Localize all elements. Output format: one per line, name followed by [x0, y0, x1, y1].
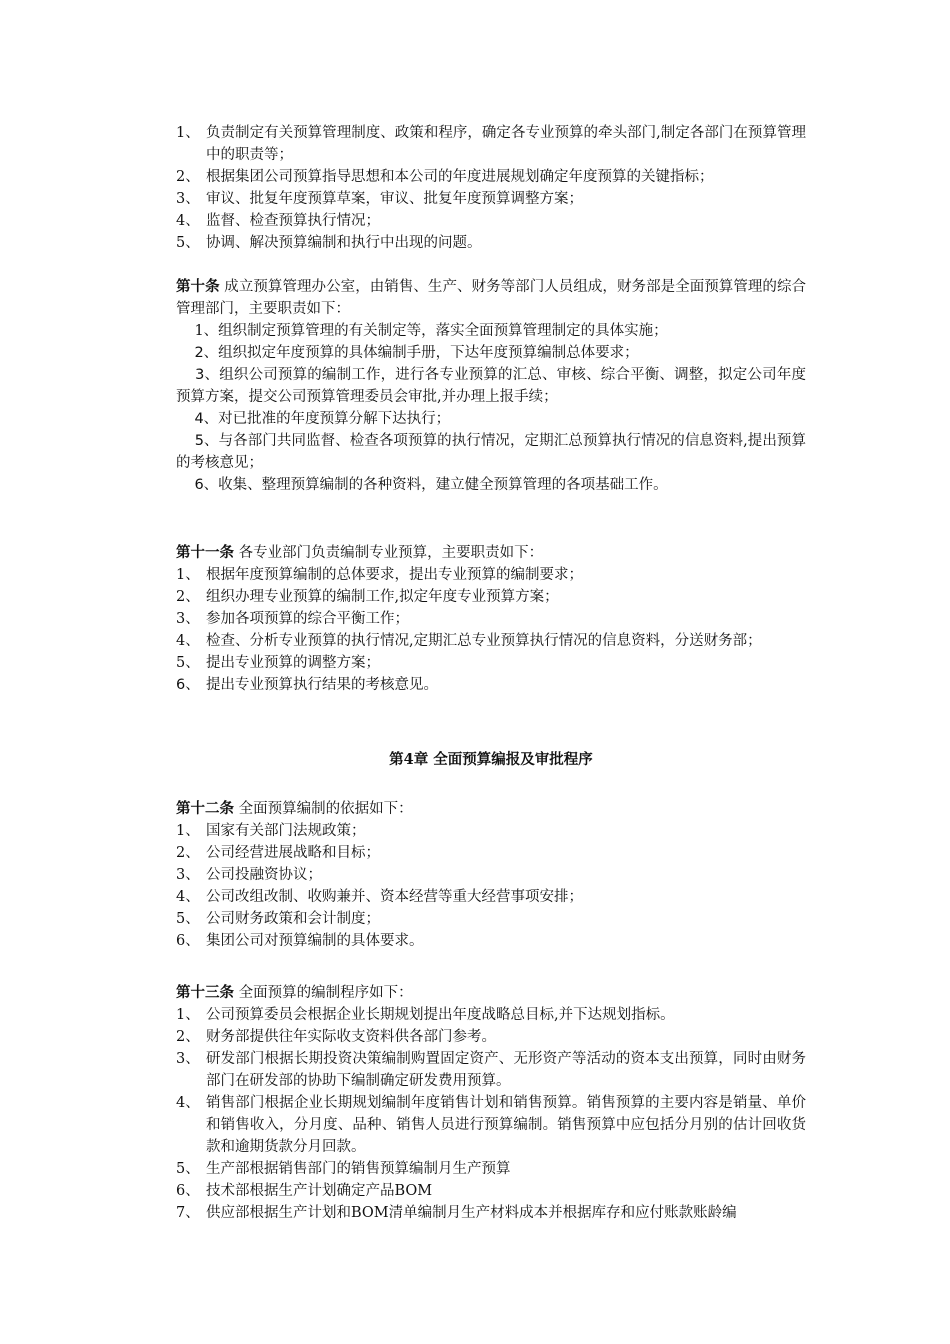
list-item: 6、 集团公司对预算编制的具体要求。 [176, 933, 424, 949]
list-item: 5、 协调、解决预算编制和执行中出现的问题。 [176, 235, 482, 251]
list-item: 3、 公司投融资协议； [176, 867, 322, 883]
list-item: 1、 根据年度预算编制的总体要求，提出专业预算的编制要求； [176, 567, 583, 583]
list-item: 1、 公司预算委员会根据企业长期规划提出年度战略总目标,并下达规划指标。 [176, 1007, 675, 1023]
list-item: 3、组织公司预算的编制工作，进行各专业预算的汇总、审核、综合平衡、调整，拟定公司年度预算方案，提交公司预算管理委员会审批,并办理上报手续； [176, 367, 806, 405]
list-item: 5、 生产部根据销售部门的销售预算编制月生产预算 [176, 1161, 511, 1177]
article-13-intro: 第十三条 全面预算的编制程序如下： [176, 984, 413, 1001]
article-13 [176, 982, 806, 1224]
list-item: 5、与各部门共同监督、检查各项预算的执行情况，定期汇总预算执行情况的信息资料,提出预算的考核意见； [176, 433, 806, 471]
committee-duties-list [176, 122, 806, 254]
list-item: 5、 提出专业预算的调整方案； [176, 655, 380, 671]
list-item: 4、 检查、分析专业预算的执行情况,定期汇总专业预算执行情况的信息资料，分送财务部； [176, 633, 762, 649]
article-12-intro: 第十二条 全面预算编制的依据如下： [176, 800, 413, 817]
list-item: 3、 参加各项预算的综合平衡工作； [176, 611, 409, 627]
list-item: 6、收集、整理预算编制的各种资料，建立健全预算管理的各项基础工作。 [194, 477, 668, 493]
list-item: 4、 公司改组改制、收购兼并、资本经营等重大经营事项安排； [176, 889, 583, 905]
list-item: 3、 审议、批复年度预算草案，审议、批复年度预算调整方案； [176, 191, 583, 207]
list-item: 1、 国家有关部门法规政策； [176, 823, 366, 839]
list-item: 7、 供应部根据生产计划和BOM清单编制月生产材料成本并根据库存和应付账款账龄编 [176, 1205, 737, 1221]
list-item: 6、 提出专业预算执行结果的考核意见。 [176, 677, 438, 693]
list-item: 2、组织拟定年度预算的具体编制手册，下达年度预算编制总体要求； [194, 345, 639, 361]
article-12 [176, 798, 806, 952]
list-item: 3、 研发部门根据长期投资决策编制购置固定资产、无形资产等活动的资本支出预算，同时由财务部门在研发部的协助下编制确定研发费用预算。 [176, 1051, 806, 1089]
list-item: 2、 财务部提供往年实际收支资料供各部门参考。 [176, 1029, 496, 1045]
list-item: 4、 监督、检查预算执行情况； [176, 213, 380, 229]
list-item: 1、组织制定预算管理的有关制定等，落实全面预算管理制定的具体实施； [194, 323, 668, 339]
article-10-intro: 第十条 成立预算管理办公室，由销售、生产、财务等部门人员组成，财务部是全面预算管理的综合管理部门，主要职责如下： [176, 278, 807, 317]
list-item: 2、 公司经营进展战略和目标； [176, 845, 380, 861]
list-item: 4、对已批准的年度预算分解下达执行； [194, 411, 451, 427]
article-10 [176, 276, 806, 496]
list-item: 2、 根据集团公司预算指导思想和本公司的年度进展规划确定年度预算的关键指标； [176, 169, 714, 185]
article-11 [176, 542, 806, 696]
list-item: 5、 公司财务政策和会计制度； [176, 911, 380, 927]
article-11-intro: 第十一条 各专业部门负责编制专业预算，主要职责如下： [176, 544, 544, 561]
list-item: 1、 负责制定有关预算管理制度、政策和程序，确定各专业预算的牵头部门,制定各部门在预算管理中的职责等； [176, 125, 806, 163]
list-item: 6、 技术部根据生产计划确定产品BOM [176, 1183, 433, 1199]
list-item: 2、 组织办理专业预算的编制工作,拟定年度专业预算方案； [176, 589, 559, 605]
chapter-heading: 第4章 全面预算编报及审批程序 [389, 751, 593, 768]
list-item: 4、 销售部门根据企业长期规划编制年度销售计划和销售预算。销售预算的主要内容是销量、单价和销售收入，分月度、品种、销售人员进行预算编制。销售预算中应包括分月别的估计回收货款和逾期货款分月回款。 [176, 1095, 806, 1155]
